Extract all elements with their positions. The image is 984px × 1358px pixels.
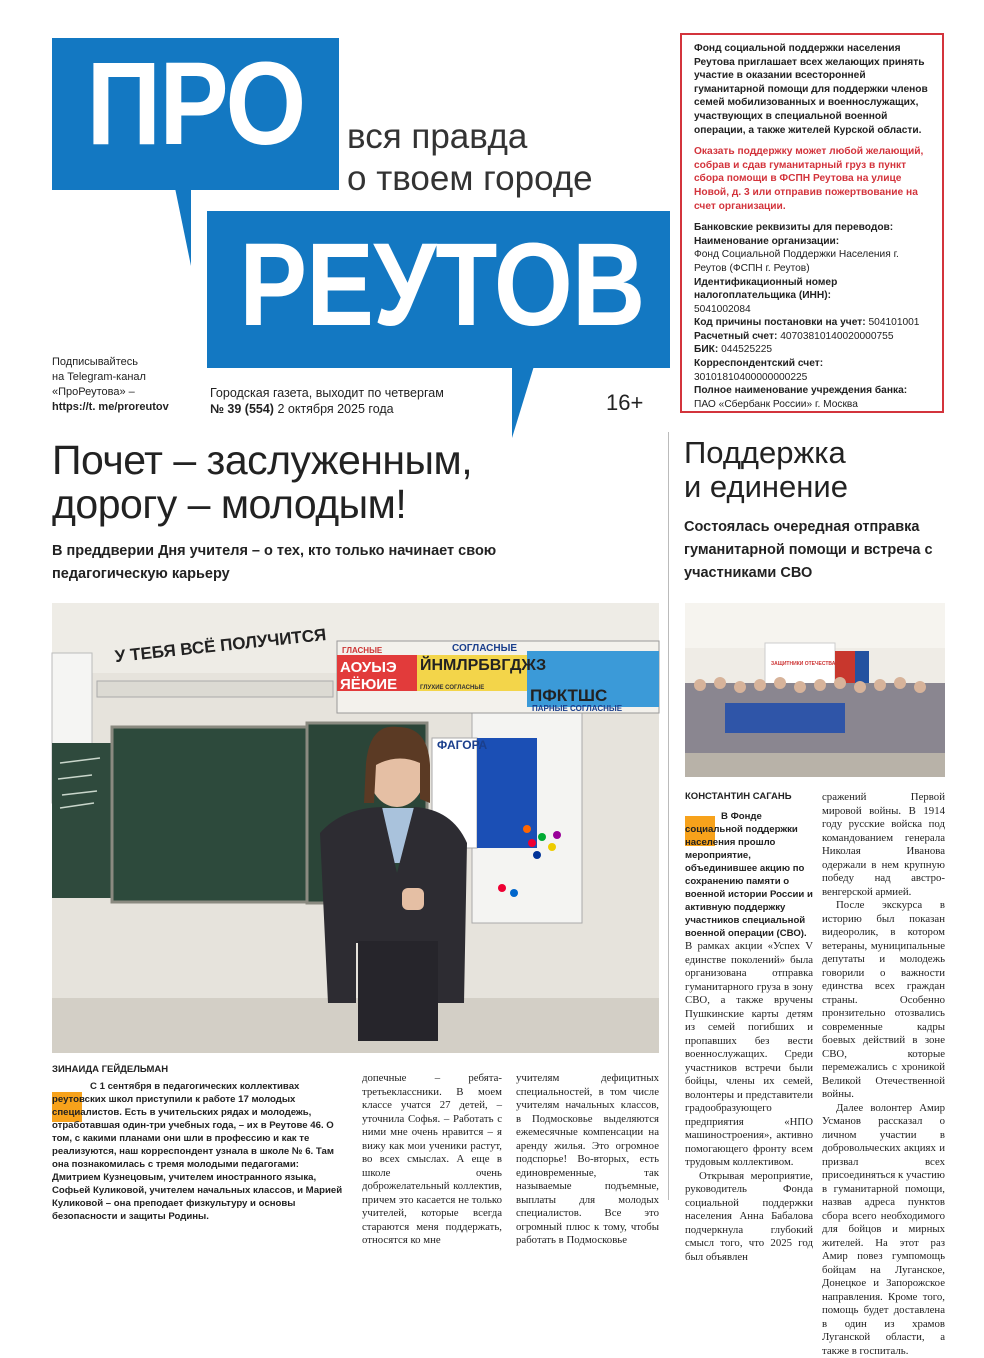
logo-pro-text: ПРО <box>69 24 322 184</box>
org-value: Фонд Социальной Поддержки Населения г. Реутов (ФСПН г. Реутов) <box>694 248 930 275</box>
poster-row2b: ПФКТШС <box>530 686 607 705</box>
bank-details <box>694 221 930 411</box>
pythagoras-label: ФАГОРА <box>437 738 488 752</box>
notice-intro: Фонд социальной поддержки населения Реутова приглашает всех желающих принять участие в оказании всесторонней гуманитарной помощи для поддержки членов семей мобилизованных и военнослужащих, участвующих в специальной военной операции, а также жителей Курской области. <box>694 42 930 137</box>
article2-col2-p2: После экскурса в историю был показан видеоролик, в котором ветераны, муниципальные депутаты и молодежь говорили о важности единства всех граждан страны. Особенно пронзительно отозвались современные кадры боевых действий в зоне СВО, которые перемежались с хроникой Великой Отечественной войны. <box>822 899 945 1102</box>
telegram-link[interactable]: https://t. me/proreutov <box>52 400 202 415</box>
subscribe-line3: «ПроРеутова» – <box>52 385 202 400</box>
issue-date: 2 октября 2025 года <box>277 402 393 416</box>
poster-top: СОГЛАСНЫЕ <box>452 643 517 654</box>
article2-lead: Состоялась очередная отправка гуманитарной помощи и встреча с участниками СВО <box>684 516 944 585</box>
article2-col1-p1: В рамках акции «Успех V единстве поколений» была организована отправка гуманитарного груза в зону СВО, а также вручены Пушкинские карты детям из семей погибших и пропавших без вести военнослужащих. Среди участников встречи были бойцы, члены их семей, волонтеры и представители градообразующего предприятия «НПО машиностроения», активно помогающего фронту всем трудовым коллективом. <box>685 940 813 1168</box>
bank-label: Полное наименование учреждения банка: <box>694 384 930 398</box>
column-divider <box>668 432 669 1200</box>
article2-headline <box>684 436 944 504</box>
poster-bottom: ПАРНЫЕ СОГЛАСНЫЕ <box>532 704 623 713</box>
logo-pro-tail <box>175 188 191 266</box>
slogan <box>347 116 647 200</box>
subscribe-line1: Подписывайтесь <box>52 355 202 370</box>
teacher-photo <box>52 603 659 1053</box>
poster-left: ГЛАСНЫЕ <box>342 646 383 655</box>
inn-value: 5041002084 <box>694 303 930 317</box>
org-label: Наименование организации: <box>694 235 930 249</box>
article2-column2 <box>822 791 945 1200</box>
corr-value: 30101810400000000225 <box>694 371 930 385</box>
logo-reutov-text: РЕУТОВ <box>239 205 637 365</box>
article1-author: ЗИНАИДА ГЕЙДЕЛЬМАН <box>52 1064 168 1075</box>
kpp-value: 504101001 <box>868 317 919 328</box>
headline2-line2: и единение <box>684 470 944 504</box>
article2-intro: В Фонде социальной поддержки населения прошло мероприятие, объединившее акцию по сохранению памяти о военной истории России и активную поддержку участников специальной военной операции (СВО). <box>685 810 813 932</box>
slogan-line2: о твоем городе <box>347 158 647 200</box>
crowd <box>685 677 945 777</box>
bik-value: 044525225 <box>721 344 772 355</box>
alphabet-poster <box>337 641 659 713</box>
article1-column2: допечные – ребята-третьеклассники. В моем классе учатся 27 детей, – уточнила Софья. – Работать с ними мне очень нравится – я вижу как мои ученики растут, во всех смыслах. А еще в школе очень доброжелательный коллектив, причем это касается не только учителей, которые всегда стараются меня поддержать, относятся ко мне <box>362 1072 502 1200</box>
classroom-illustration <box>52 603 659 1053</box>
article2-author: КОНСТАНТИН САГАНЬ <box>685 791 792 802</box>
notice-call: Оказать поддержку может любой желающий, собрав и сдав гуманитарный груз в пункт сбора помощи в ФСПН Реутова на улице Новой, д. 3 или отправив пожертвование на счет организации. <box>694 145 930 213</box>
article1-column3: учителям дефицитных специальностей, в том числе учителям начальных классов, в Подмосковье выделяются ежемесячные компенсации на аренду жилья. Это огромное подспорье! Во-вторых, есть единовременные, так называемые подъемные, выплаты для молодых специалистов. Все это огромный плюс к тому, чтобы работать в Подмосковье <box>516 1072 659 1200</box>
issue-info <box>210 402 394 416</box>
telegram-subscribe <box>52 355 202 415</box>
article2-column1 <box>685 940 813 1200</box>
corr-label: Корреспондентский счет: <box>694 357 930 371</box>
logo-reutov-tail <box>512 366 534 438</box>
newspaper-frequency: Городская газета, выходит по четвергам <box>210 386 444 400</box>
motivation-banner: У ТЕБЯ ВСЁ ПОЛУЧИТСЯ <box>114 625 327 666</box>
poster-row2: ЯЁЮИЕ <box>340 676 397 693</box>
humanitarian-notice <box>680 33 944 413</box>
account-value: 40703810140020000755 <box>780 331 893 342</box>
headline2-line1: Поддержка <box>684 436 944 470</box>
poster-row1b: ЙНМЛРБВГДЖЗ <box>420 655 546 674</box>
article2-col2-p1: сражений Первой мировой войны. В 1914 году русские войска под командованием генерала Николая Иванова одержали в нем крупную победу над австро-венгерской армией. <box>822 791 945 898</box>
issue-number: № 39 (554) <box>210 402 274 416</box>
bik-label: БИК: <box>694 344 718 355</box>
bank-title: Банковские реквизиты для переводов: <box>694 221 930 235</box>
article1-intro: С 1 сентября в педагогических коллективах реутовских школ приступили к работе 17 молодых специалистов. Есть в учительских рядах и молодежь, отработавшая один-три учебных года, – их в Реутове 46. О том, с какими планами они шли в профессию и как те реализуются, наш корреспондент узнала в школе № 6. Там она познакомилась с тремя молодыми педагогами: Дмитрием Кузнецовым, учителем иностранного языка, Софьей Куликовой, учителем начальных классов, и Марией Куликовой – она преподает физкультуру и основы безопасности и защиты Родины. <box>52 1080 350 1200</box>
subscribe-line2: на Telegram-канал <box>52 370 202 385</box>
article2-col1-p2: Открывая мероприятие, руководитель Фонда социальной поддержки населения Анна Бабалова подчеркнула глубокий смысл того, что 2025 год был объявлен <box>685 1170 813 1265</box>
poster-row1: АОУЫЭ <box>340 659 397 676</box>
article1-lead: В преддверии Дня учителя – о тех, кто только начинает свою педагогическую карьеру <box>52 540 612 586</box>
age-rating: 16+ <box>606 390 643 416</box>
poster-mid: ГЛУХИЕ СОГЛАСНЫЕ <box>420 685 484 691</box>
article1-headline <box>52 438 652 526</box>
bank-value: ПАО «Сбербанк России» г. Москва <box>694 398 930 412</box>
svo-meeting-photo <box>685 603 945 777</box>
headline-line1: Почет – заслуженным, <box>52 438 652 482</box>
event-banner: ЗАЩИТНИКИ ОТЕЧЕСТВА <box>771 661 836 667</box>
article2-col2-p3: Далее волонтер Амир Усманов рассказал о личном участии в добровольческих акциях и призвал всех присоединяться к участию в гуманитарной помощи, назвав адреса пунктов сбора всего необходимого для бойцов и мирных жителей. На этот раз Амир повез гумпомощь бойцам на Луганское, Донецкое и Запорожское направления. Кроме того, помощь будет доставлена в один из храмов Луганской области, а также в госпиталь. <box>822 1102 945 1358</box>
group-photo-illustration <box>685 603 945 777</box>
kpp-label: Код причины постановки на учет: <box>694 317 866 328</box>
slogan-line1: вся правда <box>347 116 647 158</box>
inn-label: Идентификационный номер налогоплательщика (ИНН): <box>694 276 930 303</box>
account-label: Расчетный счет: <box>694 331 777 342</box>
headline-line2: дорогу – молодым! <box>52 482 652 526</box>
